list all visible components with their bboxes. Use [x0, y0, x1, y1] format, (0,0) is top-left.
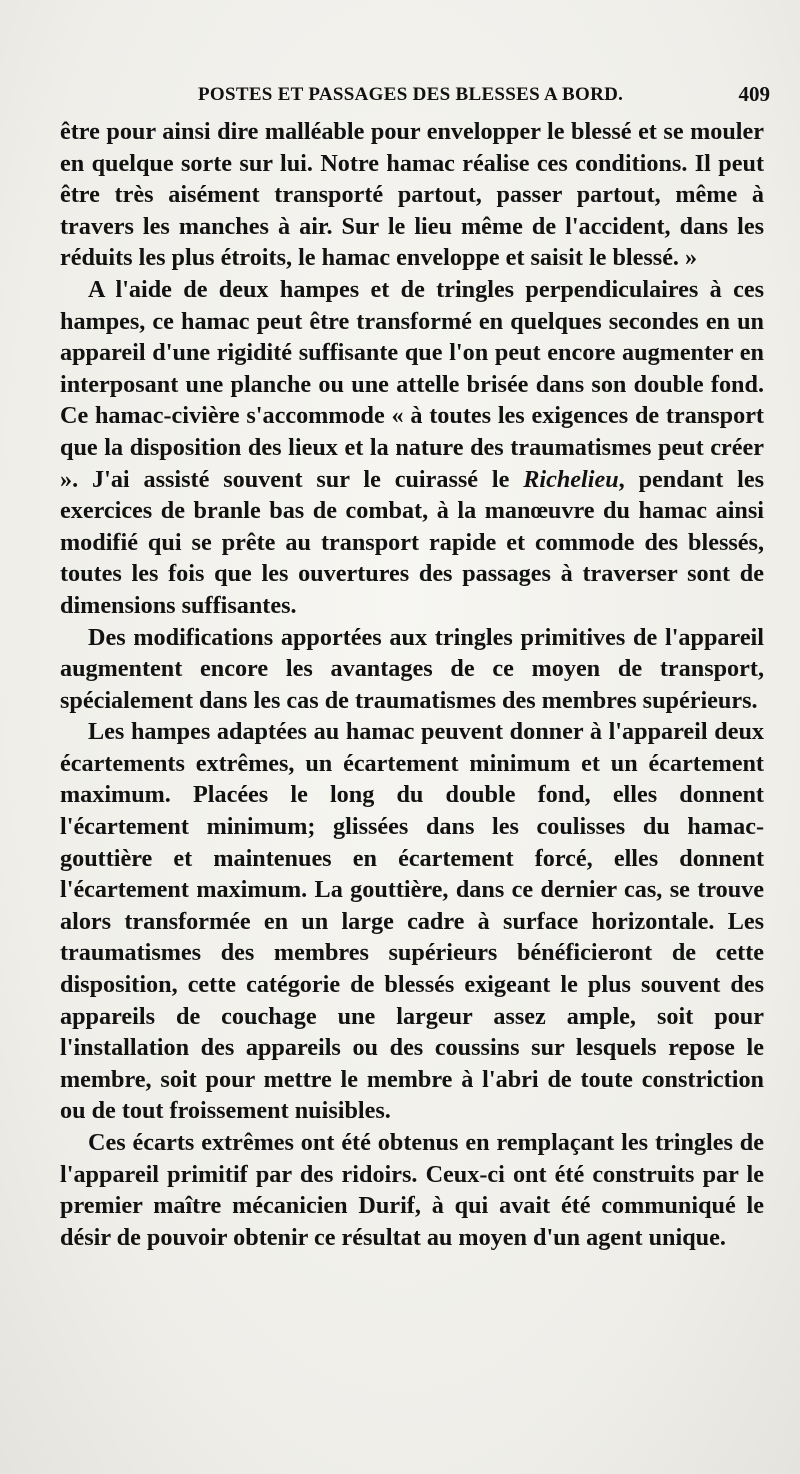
- page-number: 409: [738, 82, 770, 106]
- paragraph-ridoirs: Ces écarts extrêmes ont été obtenus en remplaçant les tringles de l'appareil primitif par des ridoirs. Ceux-ci ont été construits par le premier maître mécanicien Durif, à qui avait été communiqué le désir de pouvoir obtenir ce résultat au moyen d'un agent unique.: [60, 1129, 764, 1251]
- paragraph-hampes-text-a: A l'aide de deux hampes et de tringles perpendiculaires à ces hampes, ce hamac peut être transformé en quelques secondes en un appareil d'une rigidité suffisante que l'on peut encore augmenter en interposant une planche ou une attelle brisée dans son double fond. Ce hamac-civière s'accommode « à toutes les exigences de transport que la disposition des lieux et la nature des traumatismes peut créer ». J'ai assisté souvent sur le cuirassé le: [60, 275, 764, 493]
- paragraph-hampes: [60, 274, 764, 622]
- body-text: [60, 116, 764, 1253]
- paragraph-continued: être pour ainsi dire malléable pour envelopper le blessé et se mouler en quelque sorte sur lui. Notre hamac réalise ces conditions. Il peut être très aisément transporté partout, passer partout, même à travers les manches à air. Sur le lieu même de l'accident, dans les réduits les plus étroits, le hamac enveloppe et saisit le blessé. »: [60, 118, 764, 272]
- paragraph-hampes-text-b: , pendant les exercices de branle bas de combat, à la manœuvre du hamac ainsi modifié qui se prête au transport rapide et commode des blessés, toutes les fois que les ouvertures des passages à traverser sont de dimensions suffisantes.: [60, 465, 765, 619]
- ship-name: Richelieu: [523, 465, 619, 493]
- paragraph-ecartements: Les hampes adaptées au hamac peuvent donner à l'appareil deux écartements extrêmes, un écartement minimum et un écartement maximum. Placées le long du double fond, elles donnent l'écartement minimum; glissées dans les coulisses du hamac-gouttière et maintenues en écartement forcé, elles donnent l'écartement maximum. La gouttière, dans ce dernier cas, se trouve alors transformée en un large cadre à surface horizontale. Les traumatismes des membres supérieurs bénéficieront de cette disposition, cette catégorie de blessés exigeant le plus souvent des appareils de couchage une largeur assez ample, soit pour l'installation des appareils ou des coussins sur lesquels repose le membre, soit pour mettre le membre à l'abri de toute constriction ou de tout froissement nuisibles.: [60, 718, 764, 1125]
- page-header: [58, 80, 770, 112]
- paragraph-modifications: Des modifications apportées aux tringles primitives de l'appareil augmentent encore les avantages de ce moyen de transport, spécialement dans les cas de traumatismes des membres supérieurs.: [60, 623, 764, 714]
- running-head: POSTES ET PASSAGES DES BLESSES A BORD.: [198, 84, 624, 105]
